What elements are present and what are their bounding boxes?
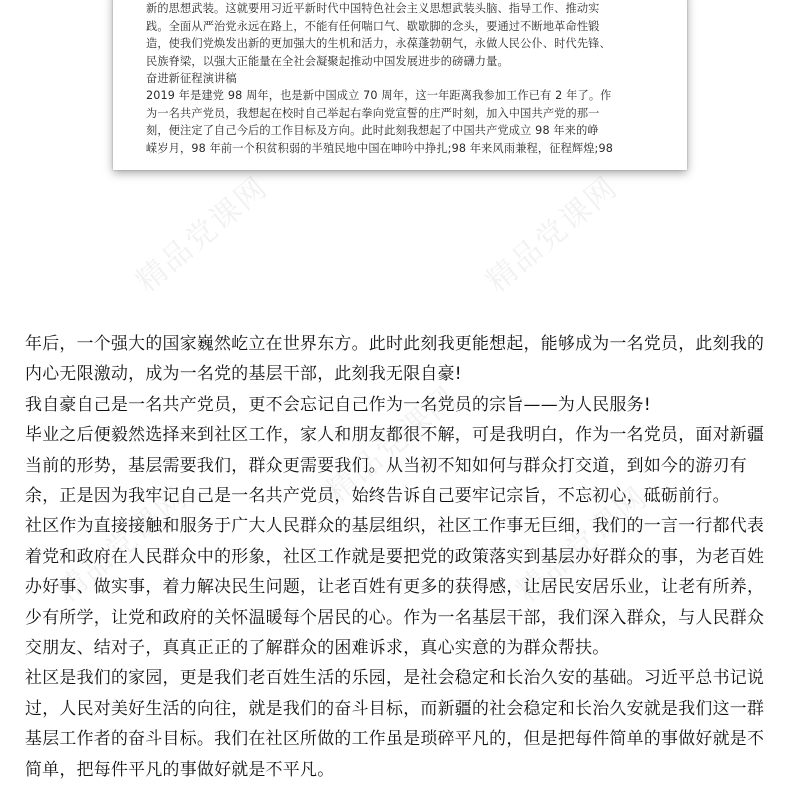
body-paragraph: 社区作为直接接触和服务于广大人民群众的基层组织，社区工作事无巨细，我们的一言一行都代表着党和政府在人民群众中的形象，社区工作就是要把党的政策落实到基层办好群众的事，为老百姓办好事、做实事，着力解决民生问题，让老百姓有更多的获得感，让居民安居乐业，让老有所养，少有所学，让党和政府的关怀温暖每个居民的心。作为一名基层干部，我们深入群众，与人民群众交朋友、结对子，真真正正的了解群众的困难诉求，真心实意的为群众帮扶。: [25, 515, 765, 658]
body-paragraph: 毕业之后便毅然选择来到社区工作，家人和朋友都很不解，可是我明白，作为一名党员，面对新疆当前的形势，基层需要我们，群众更需要我们。从当初不知如何与群众打交道，到如今的游刃有余，正是因为我牢记自己是一名共产党员，始终告诉自己要牢记宗旨，不忘初心，砥砺前行。: [25, 424, 765, 506]
watermark: 精品党课网: [319, 379, 465, 510]
preview-title: 奋进新征程演讲稿: [146, 72, 237, 86]
preview-line: 民族脊梁，以强大正能量在全社会凝聚起推动中国发展进步的磅礴力量。: [146, 54, 509, 68]
body-paragraph: 年后，一个强大的国家巍然屹立在世界东方。此时此刻我更能想起，能够成为一名党员，此刻我的内心无限激动，成为一名党的基层干部，此刻我无限自豪!: [25, 333, 765, 384]
preview-line: 为一名共产党员，我想起在校时自己举起右拳向党宣誓的庄严时刻，加入中国共产党的那一: [146, 106, 600, 120]
watermark: 精品党课网: [479, 169, 625, 300]
preview-line: 2019 年是建党 98 周年，也是新中国成立 70 周年，这一年距离我参加工作已有 2 年了。作: [146, 89, 612, 103]
body-paragraph: 社区是我们的家园，更是我们老百姓生活的乐园，是社会稳定和长治久安的基础。习近平总书记说过，人民对美好生活的向往，就是我们的奋斗目标，而新疆的社会稳定和长治久安就是我们这一群基层工作者的奋斗目标。我们在社区所做的工作虽是琐碎平凡的，但是把每件简单的事做好就是不简单，把每件平凡的事做好就是不平凡。: [25, 667, 765, 779]
main-body-text: [25, 328, 780, 784]
watermark: 精品党课网: [49, 479, 195, 610]
preview-text: [146, 0, 661, 157]
preview-line: 新的思想武装。这就要用习近平新时代中国特色社会主义思想武装头脑、指导工作、推动实: [146, 2, 600, 16]
preview-line: 嵘岁月，98 年前一个积贫积弱的半殖民地中国在呻吟中挣扎;98 年来风雨兼程，征程辉煌;98: [146, 141, 614, 155]
preview-line: 造，使我们党焕发出新的更加强大的生机和活力，永葆蓬勃朝气，永做人民公仆、时代先锋、: [146, 37, 611, 51]
preview-line: 践。全面从严治党永远在路上，不能有任何喘口气、歇歇脚的念头，要通过不断地革命性锻: [146, 19, 600, 33]
body-paragraph: 我自豪自己是一名共产党员，更不会忘记自己作为一名党员的宗旨——为人民服务!: [25, 393, 651, 414]
watermark: 精品党课网: [509, 479, 655, 610]
preview-line: 刻，便注定了自己今后的工作目标及方向。此时此刻我想起了中国共产党成立 98 年来的峥: [146, 124, 599, 138]
document-preview-card: [113, 0, 687, 170]
watermark: 精品党课网: [129, 169, 275, 300]
